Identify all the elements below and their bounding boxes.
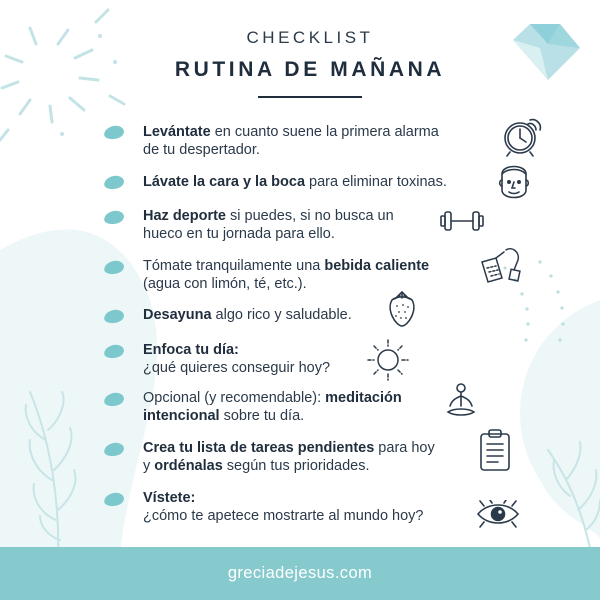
item-text: Vístete: ¿cómo te apetece mostrarte al mundo hoy?	[143, 490, 424, 524]
item-text: Tómate tranquilamente una bebida caliente (agua con limón, té, etc.).	[143, 258, 430, 292]
strawberry-icon	[386, 288, 418, 328]
footer	[0, 547, 600, 600]
bullet	[103, 392, 125, 408]
item-text: Desayuna algo rico y saludable.	[143, 307, 352, 323]
item-text: Lávate la cara y la boca para eliminar toxinas.	[143, 174, 447, 190]
page-title: RUTINA DE MAÑANA	[174, 58, 446, 81]
bullet	[103, 260, 125, 276]
bullet	[103, 492, 125, 508]
bullet	[103, 309, 125, 325]
item-text: Haz deporte si puedes, si no busca un hueco en tu jornada para ello.	[143, 208, 394, 242]
bullet	[103, 125, 125, 141]
item-text: Crea tu lista de tareas pendientes para hoy y ordénalas según tus prioridades.	[143, 440, 435, 474]
item-text: Opcional (y recomendable): meditación intencional sobre tu día.	[143, 390, 402, 424]
eye-icon	[474, 500, 522, 528]
item-text: Enfoca tu día: ¿qué quieres conseguir hoy?	[143, 342, 331, 376]
bullet	[103, 210, 125, 226]
website-link[interactable]: greciadejesus.com	[227, 564, 373, 582]
bullet	[103, 442, 125, 458]
bullet	[103, 344, 125, 360]
meditation-icon	[444, 382, 478, 420]
teabag-icon	[474, 244, 526, 290]
dumbbell-icon	[440, 208, 484, 234]
clipboard-icon	[478, 428, 512, 472]
checklist-kicker: CHECKLIST	[246, 28, 374, 47]
bullet	[103, 175, 125, 191]
item-text: Levántate en cuanto suene la primera alarma de tu despertador.	[143, 124, 439, 158]
alarm-clock-icon	[498, 112, 546, 160]
sun-icon	[366, 338, 410, 382]
face-icon	[494, 160, 534, 204]
